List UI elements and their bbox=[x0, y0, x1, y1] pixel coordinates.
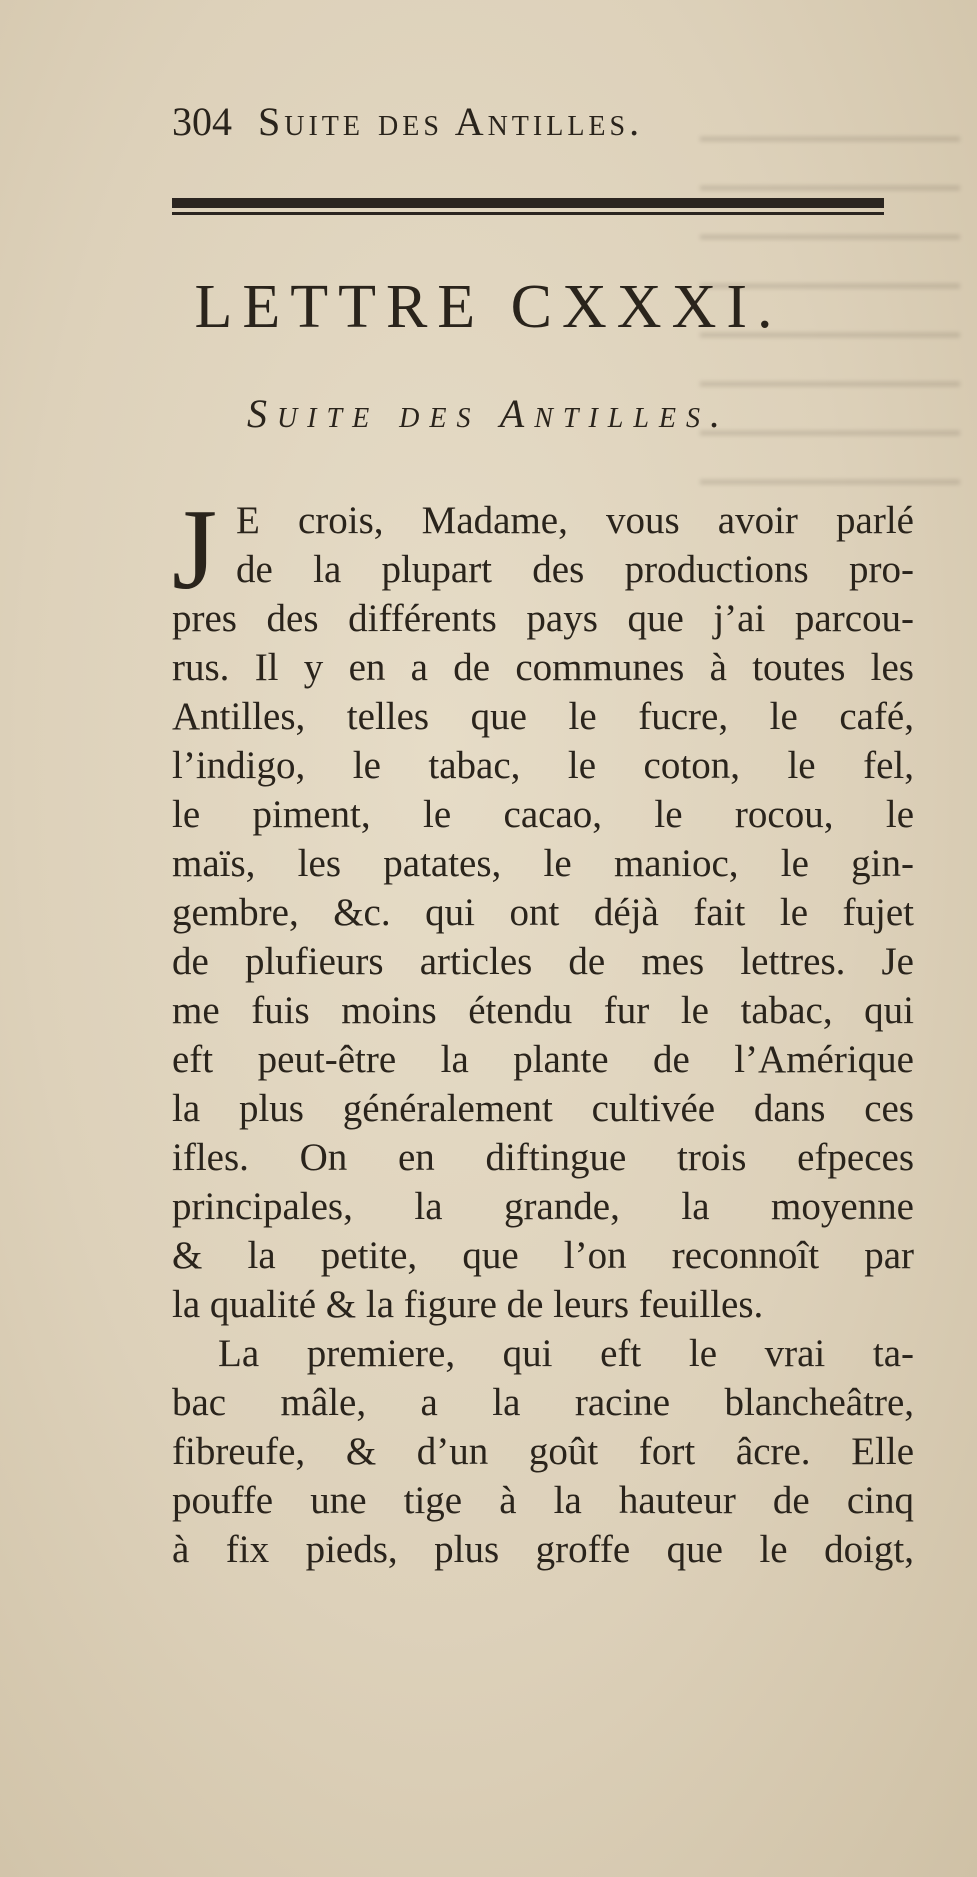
letter-subtitle: Suite des Antilles. bbox=[246, 391, 731, 436]
text-line: de la plupart des productions pro- bbox=[236, 548, 914, 591]
text-line: pouffe une tige à la hauteur de cinq bbox=[172, 1479, 914, 1522]
text-line: pres des différents pays que j’ai parcou- bbox=[172, 597, 914, 640]
letter-title: LETTRE CXXXI. bbox=[194, 273, 783, 341]
running-head: Suite des Antilles. bbox=[258, 99, 644, 144]
text-line: rus. Il y en a de communes à toutes les bbox=[172, 646, 914, 689]
text-line: & la petite, que l’on reconnoît par bbox=[172, 1234, 914, 1277]
text-line: l’indigo, le tabac, le coton, le fel, bbox=[172, 744, 914, 787]
text-line: principales, la grande, la moyenne bbox=[172, 1185, 914, 1228]
body-text bbox=[172, 486, 914, 1574]
page-number: 304 bbox=[172, 99, 232, 144]
text-line: de plufieurs articles de mes lettres. Je bbox=[172, 940, 914, 983]
text-line: fibreufe, & d’un goût fort âcre. Elle bbox=[172, 1430, 914, 1473]
header-rule bbox=[172, 198, 884, 220]
text-line: bac mâle, a la racine blancheâtre, bbox=[172, 1381, 914, 1424]
text-line: ifles. On en diftingue trois efpeces bbox=[172, 1136, 914, 1179]
text-line: gembre, &c. qui ont déjà fait le fujet bbox=[172, 891, 914, 934]
text-line: le piment, le cacao, le rocou, le bbox=[172, 793, 914, 836]
text-line: eft peut-être la plante de l’Amérique bbox=[172, 1038, 914, 1081]
text-line: Antilles, telles que le fucre, le café, bbox=[172, 695, 914, 738]
page-header bbox=[172, 98, 643, 145]
rule-thin bbox=[172, 212, 884, 215]
text-line: la qualité & la figure de leurs feuilles. bbox=[172, 1283, 764, 1326]
text-line: maïs, les patates, le manioc, le gin- bbox=[172, 842, 914, 885]
text-line: à fix pieds, plus groffe que le doigt, bbox=[172, 1528, 914, 1571]
drop-cap-letter: J bbox=[172, 486, 218, 614]
text-line: E crois, Madame, vous avoir parlé bbox=[236, 499, 914, 542]
text-line: me fuis moins étendu fur le tabac, qui bbox=[172, 989, 914, 1032]
rule-thick bbox=[172, 198, 884, 208]
text-line: la plus généralement cultivée dans ces bbox=[172, 1087, 914, 1130]
text-line: La premiere, qui eft le vrai ta- bbox=[218, 1332, 914, 1375]
